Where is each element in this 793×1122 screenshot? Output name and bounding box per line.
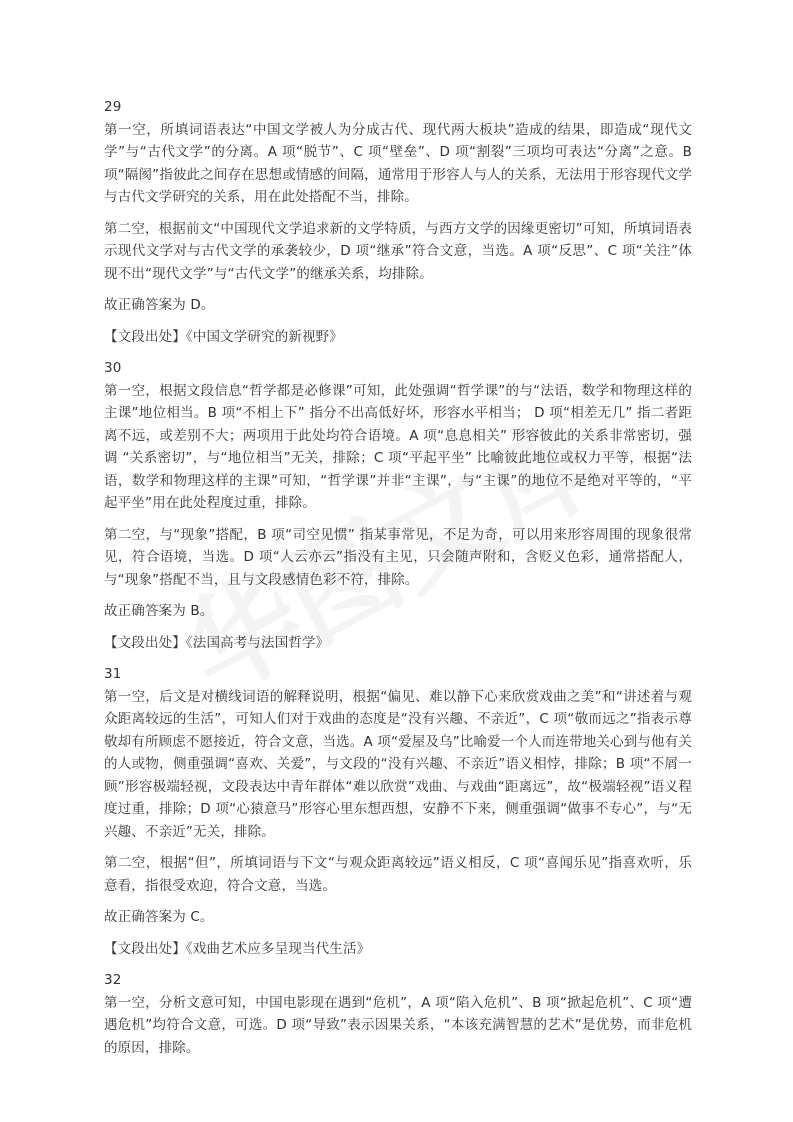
section-32 xyxy=(104,969,692,1059)
section-31 xyxy=(104,663,692,960)
analysis-paragraph: 第二空，与“现象”搭配，B 项“司空见惯” 指某事常见，不足为奇，可以用来形容周围的现象很常见，符合语境，当选。D 项“人云亦云”指没有主见，只会随声附和，含贬义色彩，通常搭配人，与“现象”搭配不当，且与文段感情色彩不符，排除。 xyxy=(104,526,692,588)
analysis-paragraph: 第二空，根据前文“中国现代文学追求新的文学特质，与西方文学的因缘更密切”可知，所填词语表示现代文学对与古代文学的承袭较少，D 项“继承”符合文意，当选。A 项“反思”、C 项“关注”体现不出“现代文学”与“古代文学”的继承关系，均排除。 xyxy=(104,220,692,282)
document-body xyxy=(104,96,692,1068)
analysis-paragraph: 第一空，后文是对横线词语的解释说明，根据“偏见、难以静下心来欣赏戏曲之美”和“讲述着与观众距离较远的生活”，可知人们对于戏曲的态度是“没有兴趣、不亲近”，C 项“敬而远之”指表示尊敬却有所顾虑不愿接近，符合文意，当选。A 项“爱屋及乌”比喻爱一个人而连带地关心到与他有关的人或物，侧重强调“喜欢、关爱”，与文段的“没有兴趣、不亲近”语义相悖，排除；B 项“不屑一顾”形容极端轻视，文段表达中青年群体“难以欣赏”戏曲、与戏曲“距离远”，故“极端轻视”语义程度过重，排除；D 项“心猿意马”形容心里东想西想，安静不下来，侧重强调“做事不专心”，与“无兴趣、不亲近”无关，排除。 xyxy=(104,688,692,840)
source-line: 【文段出处】《法国高考与法国哲学》 xyxy=(104,634,330,651)
source-line: 【文段出处】《中国文学研究的新视野》 xyxy=(104,328,343,345)
answer-line: 故正确答案为 C。 xyxy=(104,909,214,925)
answer-line: 故正确答案为 D。 xyxy=(104,297,215,313)
source-line: 【文段出处】《戏曲艺术应多呈现当代生活》 xyxy=(104,940,371,957)
section-30 xyxy=(104,357,692,654)
question-number: 29 xyxy=(104,99,122,115)
question-number: 32 xyxy=(104,972,122,988)
analysis-paragraph: 第一空，分析文意可知，中国电影现在遇到“危机”，A 项“陷入危机”、B 项“掀起危机”、C 项“遭遇危机”均符合文意，可选。D 项“导致”表示因果关系，“本该充满智慧的艺术”是优势，而非危机的原因，排除。 xyxy=(104,994,692,1056)
analysis-paragraph: 第一空，根据文段信息“哲学都是必修课”可知，此处强调“哲学课”的与“法语，数学和物理这样的主课”地位相当。B 项“不相上下” 指分不出高低好坏，形容水平相当； D 项“相差无几” 指二者距离不远，或差别不大；两项用于此处均符合语境。A 项“息息相关” 形容彼此的关系非常密切，强调 “关系密切”，与“地位相当”无关，排除；C 项“平起平坐” 比喻彼此地位或权力平等，根据“法语，数学和物理这样的主课”可知，“哲学课”并非“主课”，与“主课”的地位不是绝对平等的，“平起平坐”用在此处程度过重，排除。 xyxy=(104,382,692,511)
question-number: 30 xyxy=(104,360,122,376)
question-number: 31 xyxy=(104,666,122,682)
section-29 xyxy=(104,96,692,348)
analysis-paragraph: 第二空，根据“但”，所填词语与下文“与观众距离较远”语义相反，C 项“喜闻乐见”指喜欢听，乐意看，指很受欢迎，符合文意，当选。 xyxy=(104,855,692,894)
answer-line: 故正确答案为 B。 xyxy=(104,603,214,619)
analysis-paragraph: 第一空，所填词语表达“中国文学被人为分成古代、现代两大板块”造成的结果，即造成“现代文学”与“古代文学”的分离。A 项“脱节”、C 项“壁垒”、D 项“割裂”三项均可表达“分离”之意。B 项“隔阂”指彼此之间存在思想或情感的间隔，通常用于形容人与人的关系，无法用于形容现代文学与古代文学研究的关系，用在此处搭配不当，排除。 xyxy=(104,121,692,205)
